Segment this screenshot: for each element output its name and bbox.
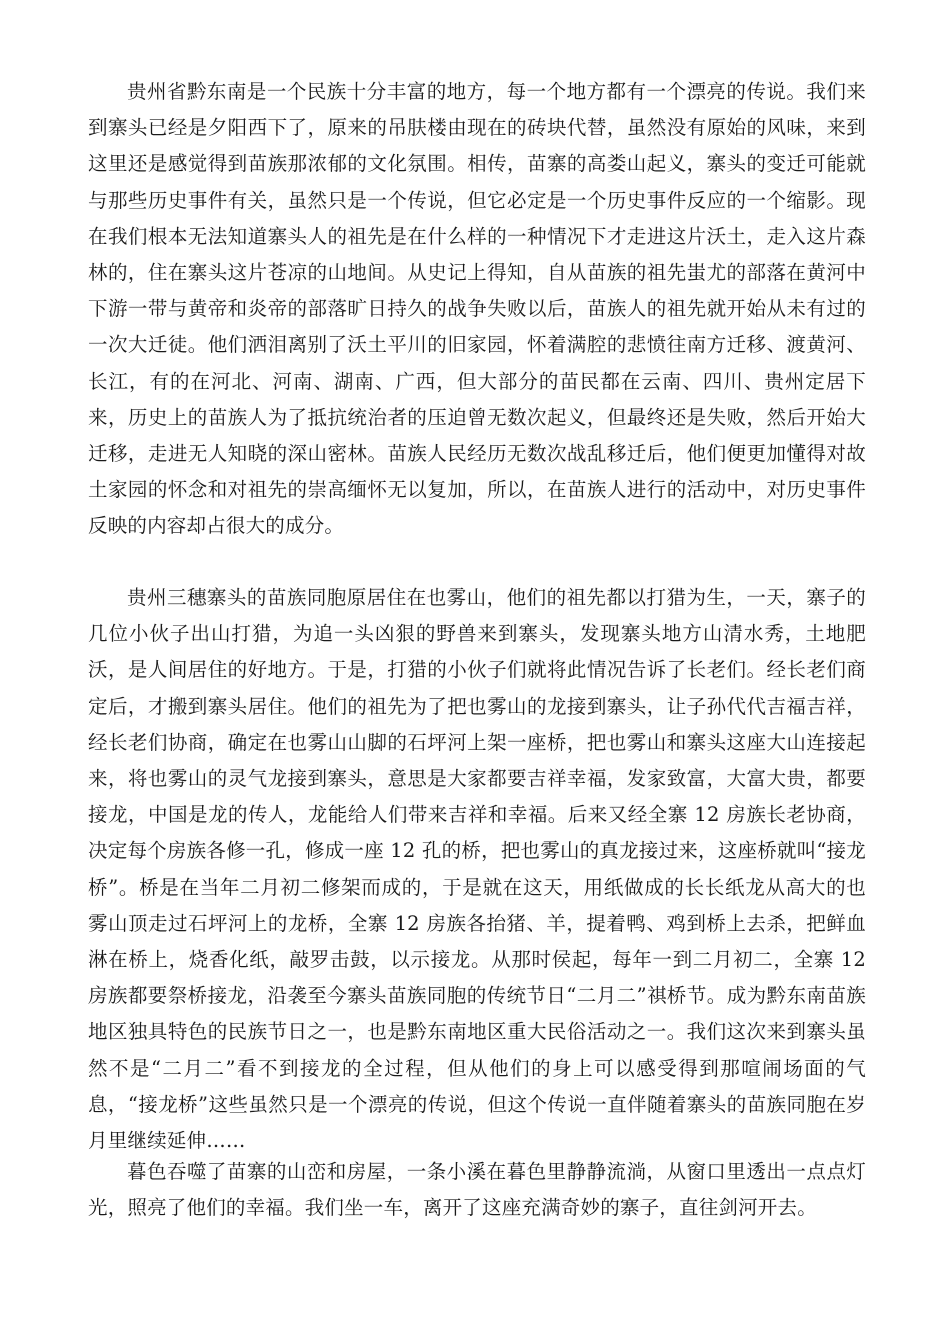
paragraph-history: 贵州省黔东南是一个民族十分丰富的地方，每一个地方都有一个漂亮的传说。我们来到寨头已经是夕阳西下了，原来的吊肤楼由现在的砖块代替，虽然没有原始的风味，来到这里还是感觉得到苗族那浓郁的文化氛围。相传，苗寨的高娄山起义，寨头的变迁可能就与那些历史事件有关，虽然只是一个传说，但它必定是一个历史事件反应的一个缩影。现在我们根本无法知道寨头人的祖先是在什么样的一种情况下才走进这片沃土，走入这片森林的，住在寨头这片苍凉的山地间。从史记上得知，自从苗族的祖先蚩尤的部落在黄河中下游一带与黄帝和炎帝的部落旷日持久的战争失败以后，苗族人的祖先就开始从未有过的一次大迁徒。他们洒泪离别了沃土平川的旧家园，怀着满腔的悲愤往南方迁移、渡黄河、长江，有的在河北、河南、湖南、广西，但大部分的苗民都在云南、四川、贵州定居下来，历史上的苗族人为了抵抗统治者的压迫曾无数次起义，但最终还是失败，然后开始大迁移，走进无人知晓的深山密林。苗族人民经历无数次战乱移迁后，他们便更加懂得对故土家园的怀念和对祖先的崇高缅怀无以复加，所以，在苗族人进行的活动中，对历史事件反映的内容却占很大的成分。 xyxy=(88,80,866,538)
paragraph-dragon-bridge-legend: 贵州三穗寨头的苗族同胞原居住在也雾山，他们的祖先都以打猎为生，一天，寨子的几位小伙子出山打猎，为追一头凶狠的野兽来到寨头，发现寨头地方山清水秀，土地肥沃，是人间居住的好地方。于是，打猎的小伙子们就将此情况告诉了长老们。经长老们商定后，才搬到寨头居住。他们的祖先为了把也雾山的龙接到寨头，让子孙代代吉福吉祥，经长老们协商，确定在也雾山山脚的石坪河上架一座桥，把也雾山和寨头这座大山连接起来，将也雾山的灵气龙接到寨头，意思是大家都要吉祥幸福，发家致富，大富大贵，都要接龙，中国是龙的传人，龙能给人们带来吉祥和幸福。后来又经全寨 12 房族长老协商，决定每个房族各修一孔，修成一座 12 孔的桥，把也雾山的真龙接过来，这座桥就叫“接龙桥”。桥是在当年二月初二修架而成的，于是就在这天，用纸做成的长长纸龙从高大的也雾山顶走过石坪河上的龙桥，全寨 12 房族各抬猪、羊，提着鸭、鸡到桥上去杀，把鲜血淋在桥上，烧香化纸，敲罗击鼓，以示接龙。从那时侯起，每年一到二月初二，全寨 12 房族都要祭桥接龙，沿袭至今寨头苗族同胞的传统节日“二月二”祺桥节。成为黔东南苗族地区独具特色的民族节日之一，也是黔东南地区重大民俗活动之一。我们这次来到寨头虽然不是“二月二”看不到接龙的全过程，但从他们的身上可以感受得到那喧闹场面的气息，“接龙桥”这些虽然只是一个漂亮的传说，但这个传说一直伴随着寨头的苗族同胞在岁月里继续延伸…… xyxy=(88,586,866,1153)
paragraph-departure: 暮色吞噬了苗寨的山峦和房屋，一条小溪在暮色里静静流淌，从窗口里透出一点点灯光，照亮了他们的幸福。我们坐一车，离开了这座充满奇妙的寨子，直往剑河开去。 xyxy=(88,1160,866,1220)
